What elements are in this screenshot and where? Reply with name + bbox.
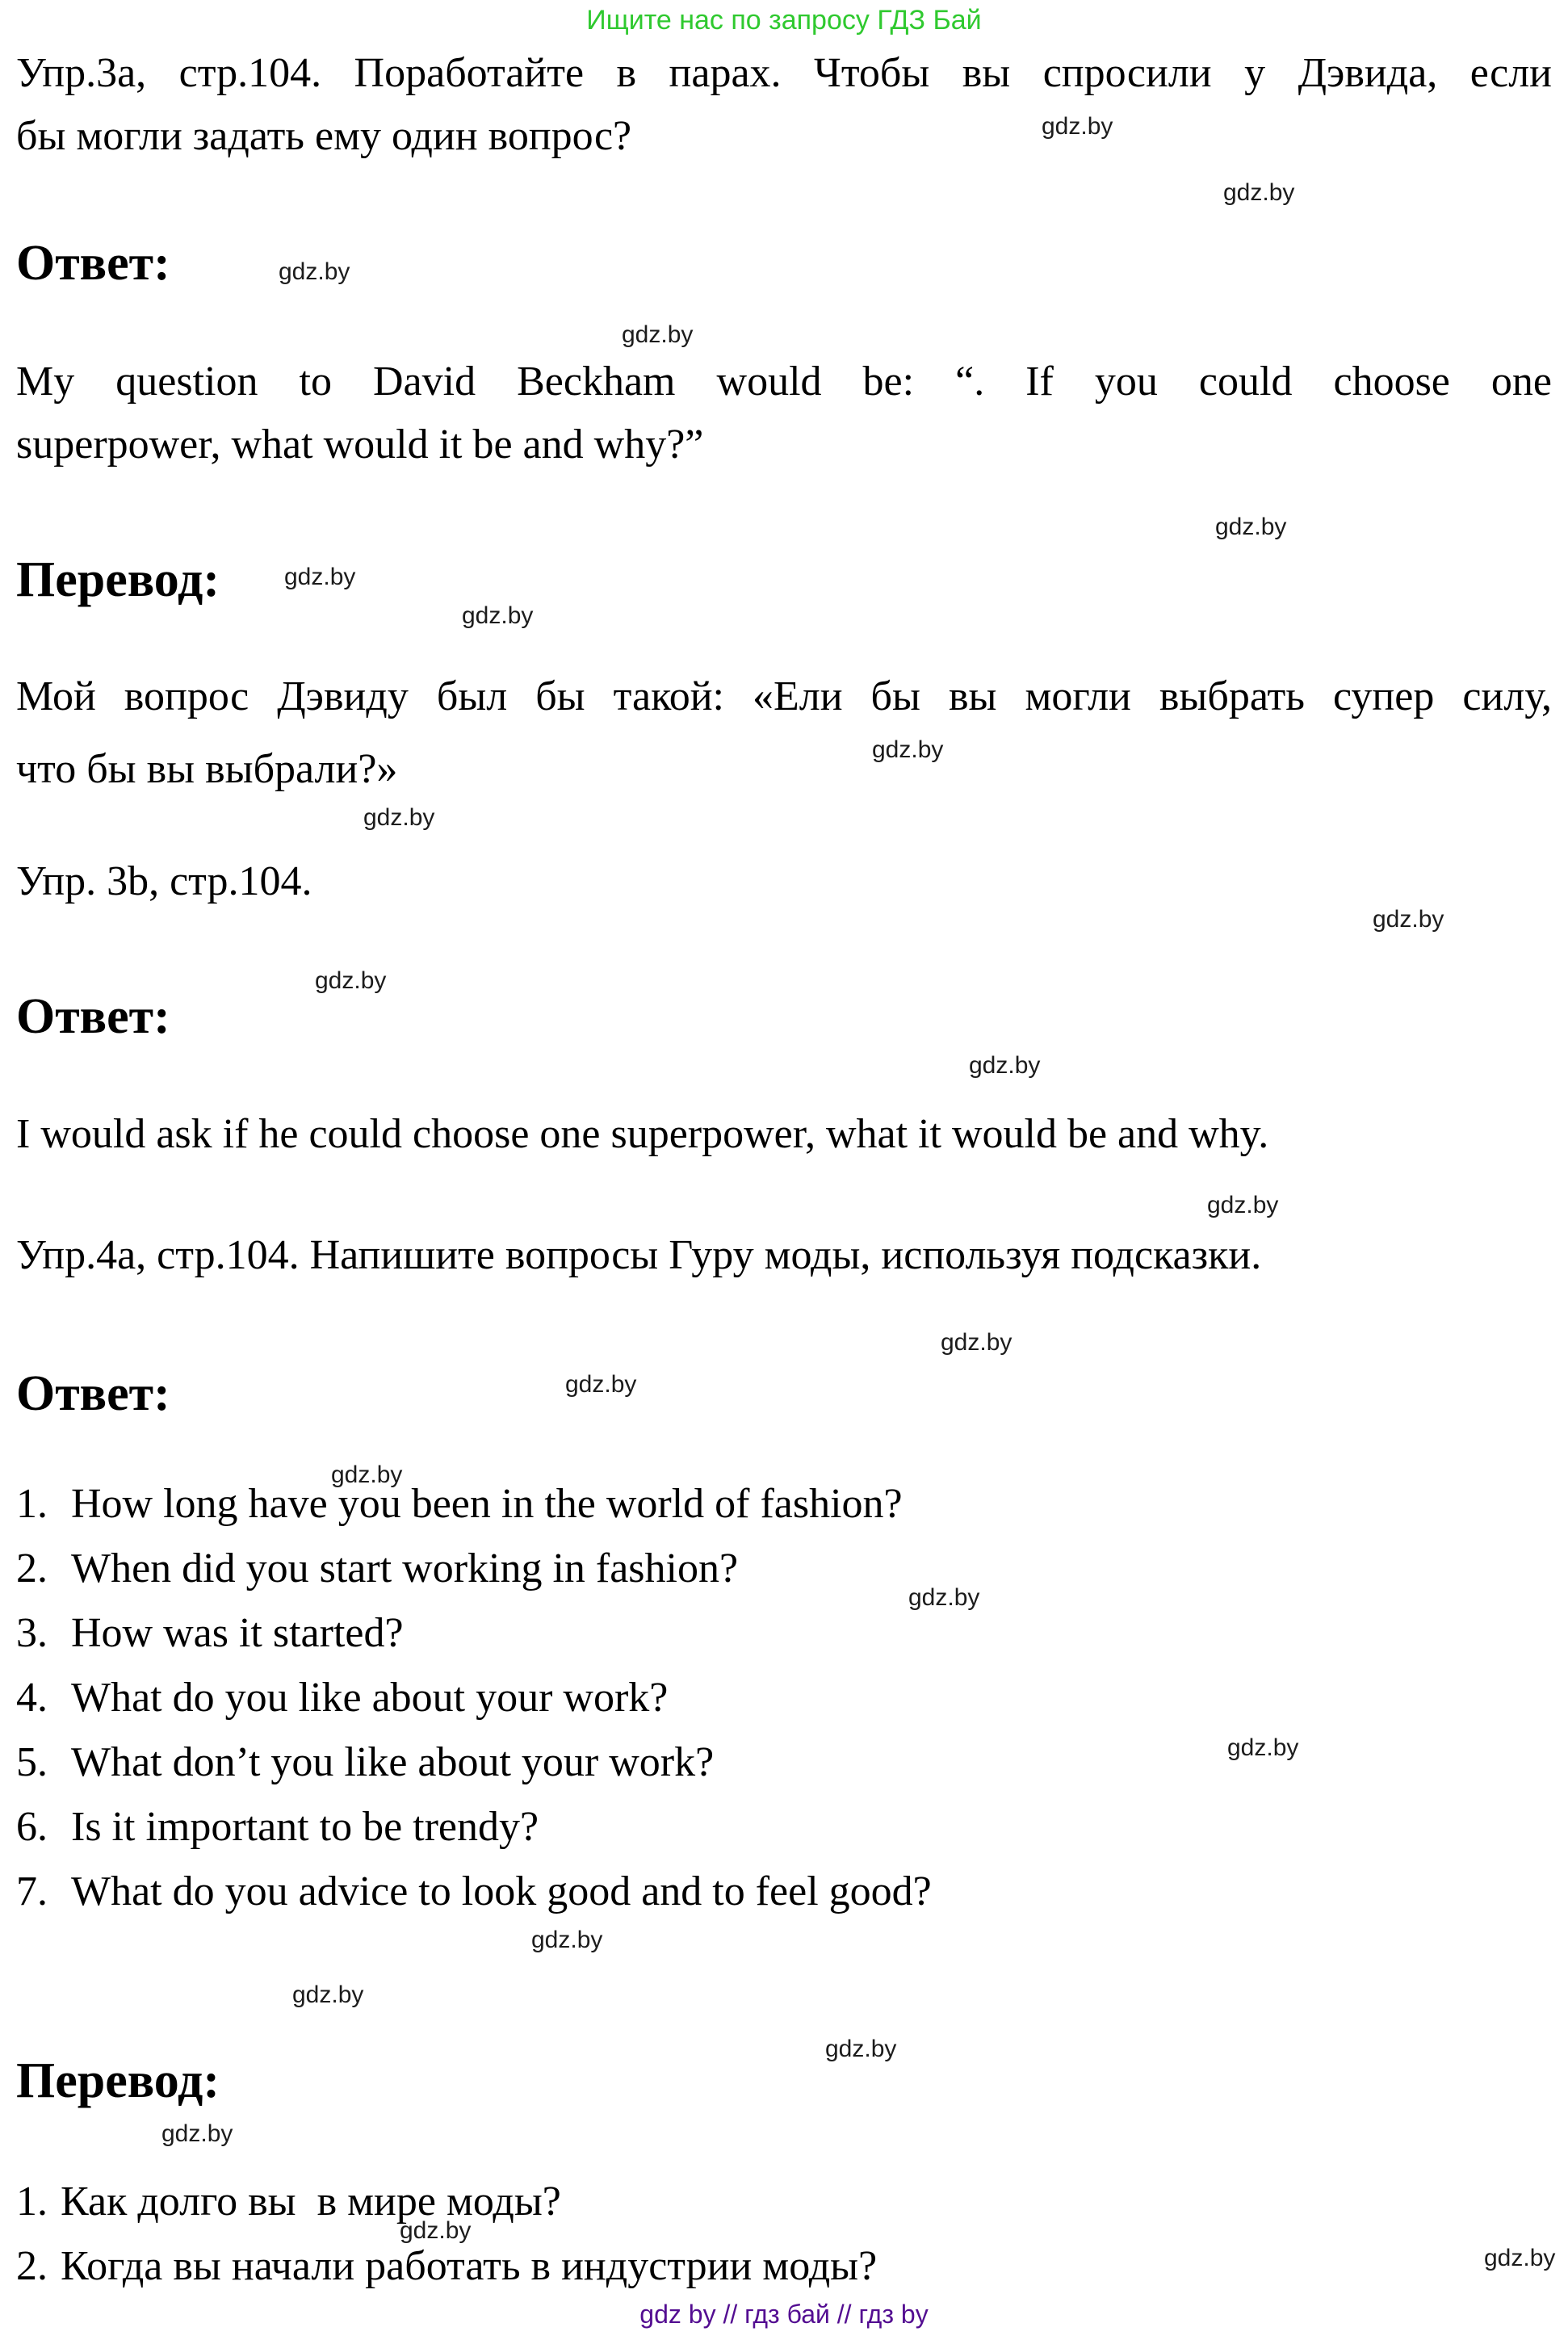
watermark-text: gdz.by (825, 2036, 897, 2062)
task-text-line: бы могли задать ему один вопрос? (16, 113, 632, 159)
translation-text-line: что бы вы выбрали?» (16, 746, 398, 792)
questions-list-en (16, 1473, 1552, 1925)
answer-label-3a: Ответ: (16, 236, 170, 291)
answer-text-line: superpower, what would it be and why?” (16, 421, 704, 468)
watermark-text: gdz.by (1207, 1192, 1279, 1218)
question-text: Is it important to be trendy? (71, 1804, 539, 1850)
exercise-3a-answer (16, 350, 1552, 476)
translation-label-4a: Перевод: (16, 2053, 220, 2108)
watermark-text: gdz.by (462, 602, 534, 629)
question-number: 2. (16, 2243, 48, 2289)
watermark-text: gdz.by (284, 564, 356, 590)
exercise-3b-answer: I would ask if he could choose one superpower, what it would be and why. (16, 1111, 1269, 1157)
watermark-text: gdz.by (565, 1371, 637, 1398)
question-text: What do you advice to look good and to feel good? (71, 1868, 932, 1914)
question-number: 2. (16, 1545, 48, 1591)
watermark-text: gdz.by (969, 1052, 1041, 1079)
watermark-text: gdz.by (161, 2120, 233, 2147)
watermark-text: gdz.by (292, 1981, 364, 2008)
translation-label-3a: Перевод: (16, 552, 220, 607)
question-number: 7. (16, 1868, 48, 1914)
question-number: 1. (16, 1481, 48, 1527)
question-number: 3. (16, 1610, 48, 1656)
site-promo-note: Ищите нас по запросу ГДЗ Бай (586, 5, 982, 36)
watermark-text: gdz.by (872, 736, 944, 763)
question-text: What do you like about your work? (71, 1675, 669, 1721)
watermark-text: gdz.by (941, 1329, 1012, 1356)
task-text-line: Упр.3а, стр.104. Поработайте в парах. Чтобы вы спросили у Дэвида, если (16, 50, 1552, 96)
question-item (16, 1537, 1552, 1602)
answer-label-3b: Ответ: (16, 989, 170, 1044)
question-number: 6. (16, 1804, 48, 1850)
watermark-text: gdz.by (315, 967, 387, 994)
question-item (16, 1602, 1552, 1667)
watermark-text: gdz.by (1215, 514, 1287, 540)
watermark-text: gdz.by (363, 804, 435, 831)
question-item (16, 2235, 1552, 2300)
questions-list-ru (16, 2170, 1552, 2300)
watermark-text: gdz.by (1373, 906, 1444, 933)
exercise-3a-translation (16, 660, 1552, 806)
question-text: What don’t you like about your work? (71, 1739, 715, 1785)
question-item (16, 1667, 1552, 1731)
watermark-text: gdz.by (908, 1584, 980, 1611)
question-number: 4. (16, 1675, 48, 1721)
question-item (16, 1796, 1552, 1860)
answer-text-line: My question to David Beckham would be: “. If you could choose one (16, 359, 1552, 405)
watermark-text: gdz.by (279, 258, 350, 285)
answer-label-4a: Ответ: (16, 1366, 170, 1421)
watermark-text: gdz.by (1223, 179, 1295, 206)
watermark-text: gdz.by (622, 321, 694, 348)
question-number: 5. (16, 1739, 48, 1785)
watermark-text: gdz.by (1484, 2245, 1556, 2271)
question-text: When did you start working in fashion? (71, 1545, 739, 1591)
question-item (16, 1473, 1552, 1537)
translation-text-line: Мой вопрос Дэвиду был бы такой: «Ели бы вы могли выбрать супер силу, (16, 673, 1552, 719)
question-text: How was it started? (71, 1610, 404, 1656)
watermark-text: gdz.by (1042, 113, 1113, 140)
exercise-3a-task (16, 42, 1552, 168)
site-footer-note: gdz by // гдз бай // гдз by (639, 2300, 929, 2329)
watermark-text: gdz.by (531, 1927, 603, 1953)
question-text: How long have you been in the world of fashion? (71, 1481, 903, 1527)
watermark-text: gdz.by (331, 1461, 403, 1488)
exercise-4a-title: Упр.4а, стр.104. Напишите вопросы Гуру моды, используя подсказки. (16, 1232, 1262, 1278)
exercise-3b-title: Упр. 3b, стр.104. (16, 858, 312, 904)
watermark-text: gdz.by (400, 2217, 472, 2244)
question-text: Когда вы начали работать в индустрии моды? (61, 2243, 878, 2289)
question-text: Как долго вы в мире моды? (61, 2179, 561, 2225)
question-item (16, 2170, 1552, 2235)
question-item (16, 1731, 1552, 1796)
watermark-text: gdz.by (1227, 1734, 1299, 1761)
question-number: 1. (16, 2179, 48, 2225)
question-item (16, 1860, 1552, 1925)
